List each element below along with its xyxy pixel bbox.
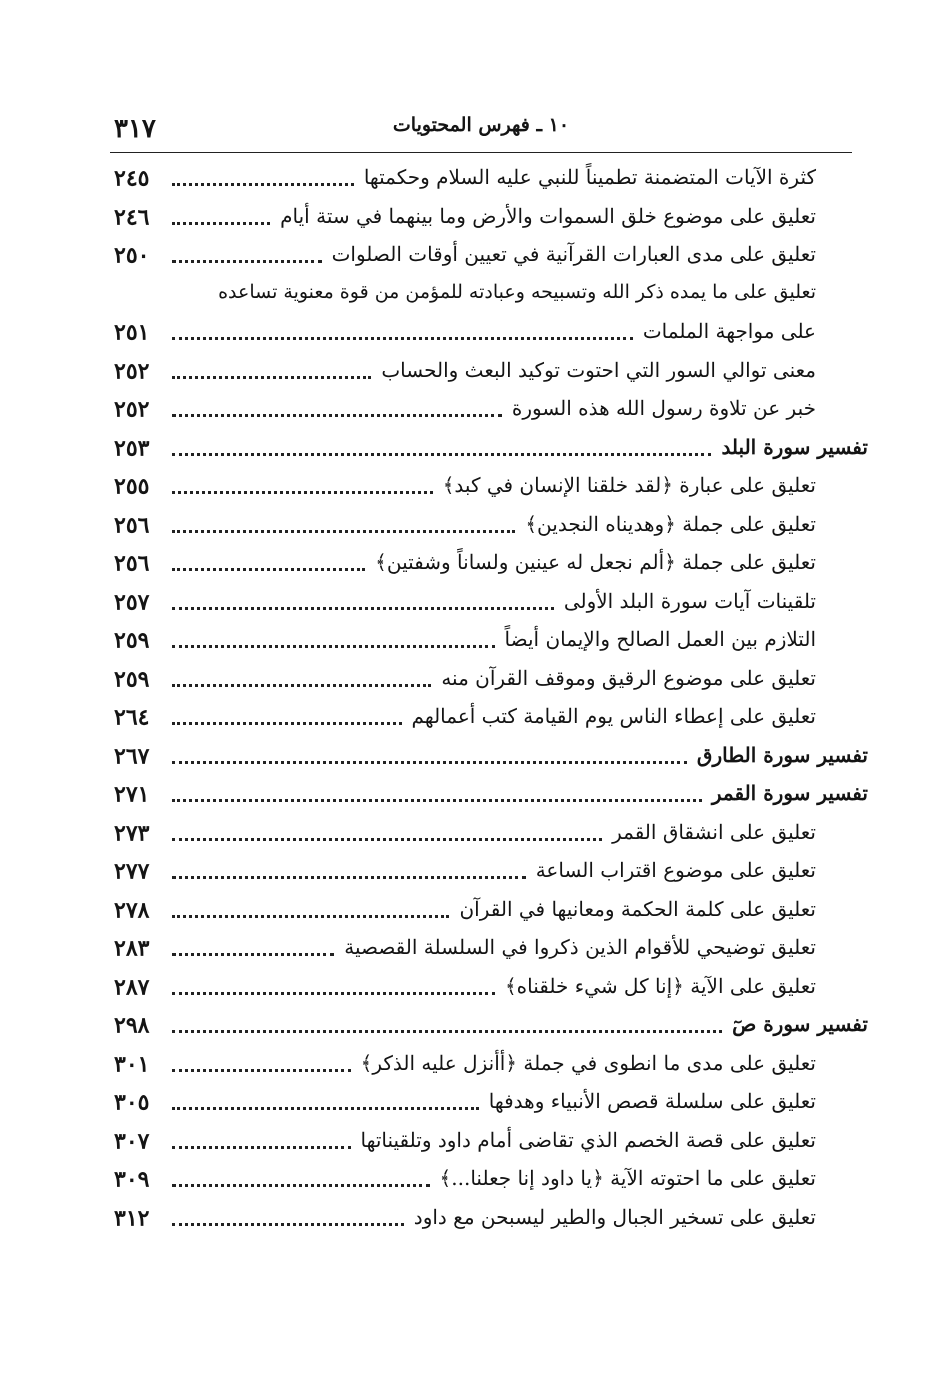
entry-title: تعليق توضيحي للأقوام الذين ذكروا في السلسلة القصصية [344,935,816,960]
toc-entry [110,158,868,197]
toc-entry [110,389,868,428]
entry-page-number: ٢٧٧ [114,858,150,885]
dot-leader [172,567,365,571]
dot-leader [172,1222,404,1226]
entry-page-number: ٣٠٩ [114,1166,150,1193]
entry-title: كثرة الآيات المتضمنة تطميناً للنبي عليه السلام وحكمتها [363,165,816,190]
dot-leader [172,1029,722,1033]
entry-title: تعليق على مدى ما انطوى في جملة ﴿أأنزل عليه الذكر﴾ [360,1050,816,1075]
entry-title: تعليق على انشقاق القمر [612,819,816,844]
toc-entry [110,274,868,313]
entry-title: تعليق على قصة الخصم الذي تقاضى أمام داود وتلقيناتها [360,1127,816,1152]
entry-page-number: ٢٤٦ [114,204,150,231]
running-header-title: ١٠ ـ فهرس المحتويات [392,114,570,136]
entry-title: تعليق على جملة ﴿وهديناه النجدين﴾ [525,511,816,536]
entry-page-number: ٢٧١ [114,781,150,808]
entry-title: تعليق على تسخير الجبال والطير ليسبحن مع داود [413,1204,816,1229]
dot-leader [172,875,526,879]
entry-page-number: ٢٤٥ [114,165,150,192]
entry-title: على مواجهة الملمات [642,319,816,344]
toc-entry [110,351,868,390]
entry-title: تعليق على موضوع اقتراب الساعة [535,858,816,883]
dot-leader [172,837,602,841]
entry-page-number: ٢٧٣ [114,820,150,847]
chapter-title: تفسير سورة البلد [721,434,868,459]
entry-title: تعليق على كلمة الحكمة ومعانيها في القرآن [459,896,816,921]
dot-leader [172,259,322,263]
dot-leader [172,452,711,456]
entry-page-number: ٣٠٧ [114,1128,150,1155]
entry-page-number: ٢٥٩ [114,627,150,654]
toc-entry [110,466,868,505]
toc-entry [110,890,868,929]
entry-page-number: ٢٦٧ [114,743,150,770]
dot-leader [172,721,402,725]
entry-title: تعليق على موضوع الرقيق وموقف القرآن منه [441,665,816,690]
toc-chapter-entry [110,736,868,775]
toc-entry [110,235,868,274]
entry-page-number: ٢٥٢ [114,396,150,423]
toc-chapter-entry [110,428,868,467]
entry-page-number: ٢٥١ [114,319,150,346]
toc-entry [110,1044,868,1083]
entry-title: تعليق على إعطاء الناس يوم القيامة كتب أعمالهم [411,704,816,729]
entry-page-number: ٢٥٩ [114,666,150,693]
entry-title: تعليق على مدى العبارات القرآنية في تعيين أوقات الصلوات [331,242,816,267]
entry-page-number: ٢٥٧ [114,589,150,616]
entry-page-number: ٢٥٥ [114,473,150,500]
table-of-contents [110,158,868,1236]
dot-leader [172,760,687,764]
dot-leader [172,1068,351,1072]
toc-entry [110,659,868,698]
entry-page-number: ٢٨٣ [114,935,150,962]
entry-title: تلقينات آيات سورة البلد الأولى [563,588,816,613]
toc-chapter-entry [110,1005,868,1044]
dot-leader [172,336,633,340]
entry-page-number: ٢٧٨ [114,897,150,924]
entry-title: التلازم بين العمل الصالح والإيمان أيضاً [504,627,816,652]
toc-entry [110,967,868,1006]
dot-leader [172,606,554,610]
entry-title: تعليق على سلسلة قصص الأنبياء وهدفها [488,1089,816,1114]
entry-title: خبر عن تلاوة رسول الله هذه السورة [511,396,816,421]
dot-leader [172,413,502,417]
toc-entry [110,620,868,659]
chapter-title: تفسير سورة الطارق [696,742,868,767]
entry-title: تعليق على عبارة ﴿لقد خلقنا الإنسان في كبد﴾ [442,473,816,498]
toc-entry [110,505,868,544]
toc-entry [110,813,868,852]
dot-leader [172,683,431,687]
toc-chapter-entry [110,774,868,813]
entry-page-number: ٢٥٢ [114,358,150,385]
entry-title: تعليق على ما يمده ذكر الله وتسبيحه وعبادته للمؤمن من قوة معنوية تساعده [218,281,816,304]
toc-entry [110,582,868,621]
dot-leader [172,1183,430,1187]
entry-title: تعليق على ما احتوته الآية ﴿يا داود إنا جعلنا...﴾ [439,1166,816,1191]
dot-leader [172,529,515,533]
dot-leader [172,1106,479,1110]
dot-leader [172,221,270,225]
entry-page-number: ٣٠١ [114,1051,150,1078]
dot-leader [172,375,371,379]
dot-leader [172,952,334,956]
dot-leader [172,490,433,494]
entry-title: تعليق على الآية ﴿إنا كل شيء خلقناه﴾ [504,973,816,998]
toc-entry [110,197,868,236]
toc-entry [110,928,868,967]
chapter-title: تفسير سورة صٓ [732,1012,868,1037]
dot-leader [172,1145,351,1149]
entry-page-number: ٢٥٣ [114,435,150,462]
dot-leader [172,798,702,802]
toc-entry [110,1159,868,1198]
entry-title: معنى توالي السور التي احتوت توكيد البعث والحساب [381,357,816,382]
page-number: ٣١٧ [114,114,156,144]
entry-title: تعليق على جملة ﴿ألم نجعل له عينين ولساناً وشفتين﴾ [375,550,816,575]
toc-entry [110,851,868,890]
entry-page-number: ٣٠٥ [114,1089,150,1116]
entry-title: تعليق على موضوع خلق السموات والأرض وما بينهما في ستة أيام [280,203,816,228]
dot-leader [172,914,449,918]
entry-page-number: ٣١٢ [114,1205,150,1232]
entry-page-number: ٢٥٦ [114,550,150,577]
entry-page-number: ٢٥٠ [114,242,150,269]
entry-page-number: ٢٩٨ [114,1012,150,1039]
dot-leader [172,644,495,648]
toc-entry [110,312,868,351]
page-header [110,108,852,153]
entry-page-number: ٢٦٤ [114,704,150,731]
entry-page-number: ٢٨٧ [114,974,150,1001]
toc-entry [110,543,868,582]
toc-entry [110,697,868,736]
dot-leader [172,182,354,186]
chapter-title: تفسير سورة القمر [711,781,868,806]
entry-page-number: ٢٥٦ [114,512,150,539]
toc-entry [110,1082,868,1121]
toc-entry [110,1121,868,1160]
dot-leader [172,991,495,995]
toc-entry [110,1198,868,1237]
